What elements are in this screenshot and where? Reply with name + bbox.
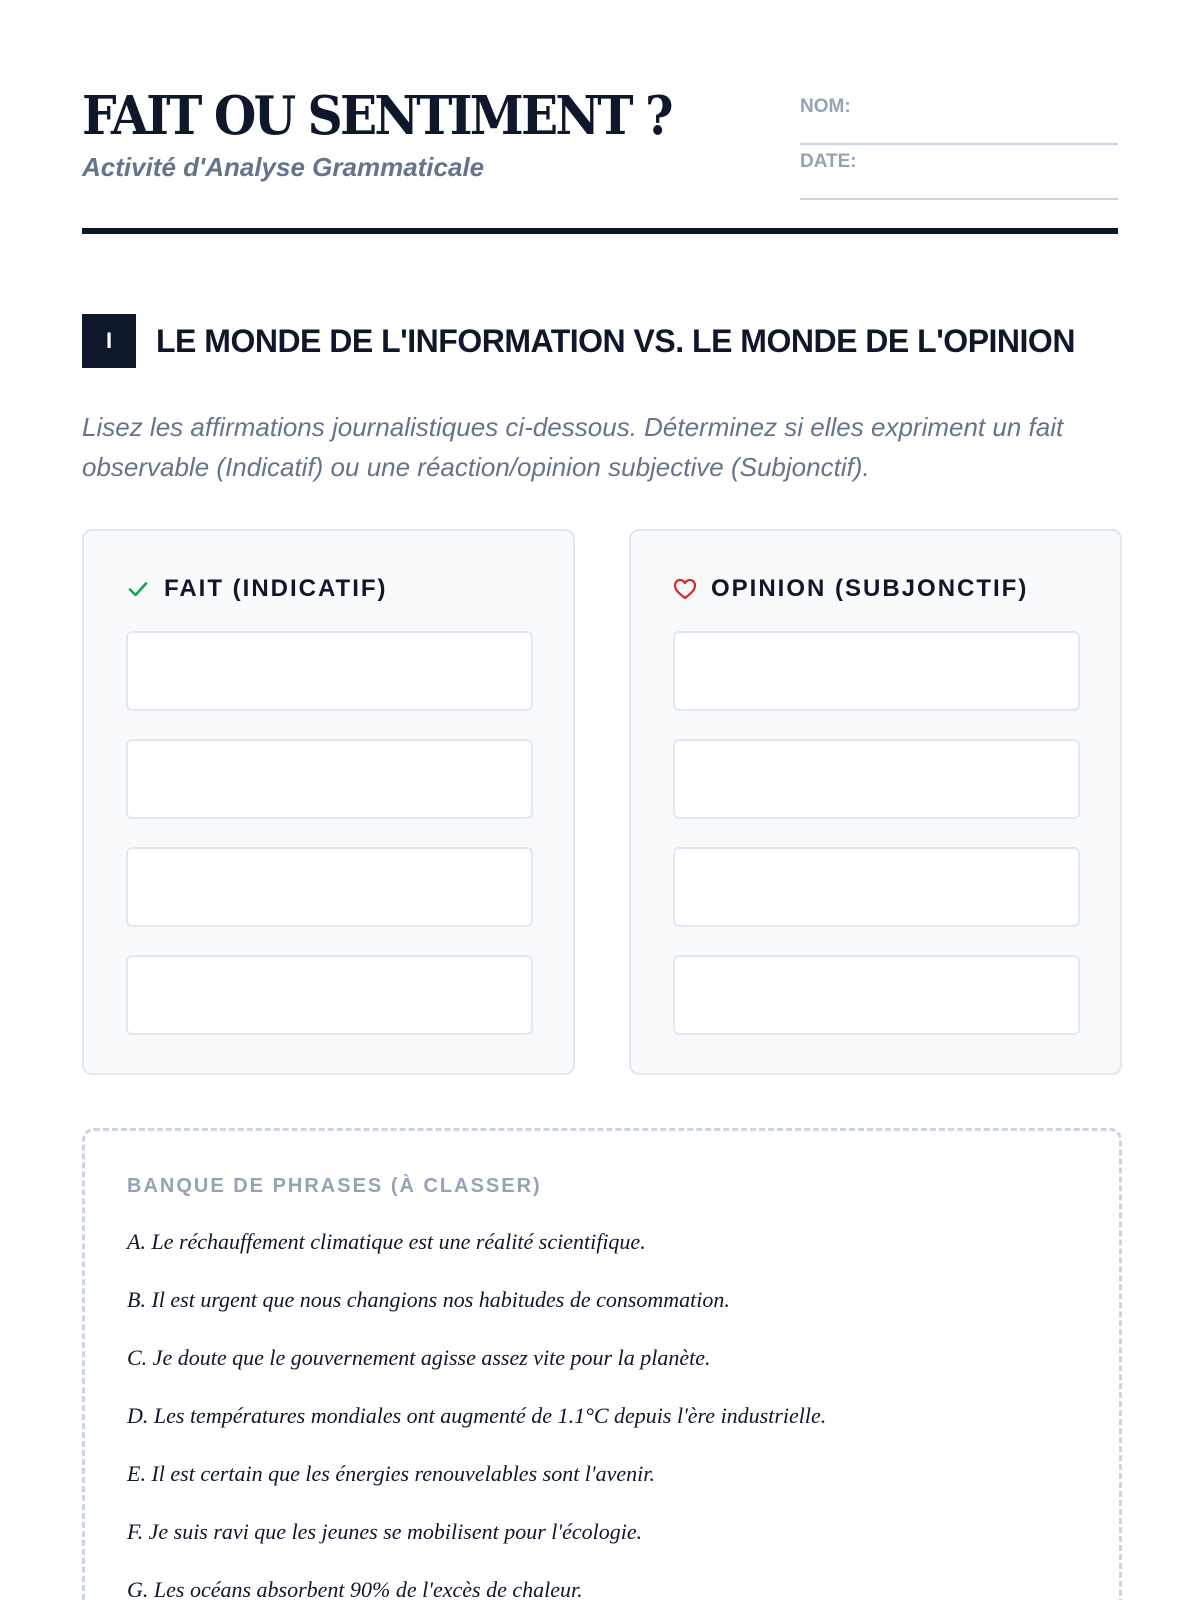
opinion-column-title: OPINION (SUBJONCTIF) [711, 575, 1029, 602]
date-label: DATE: [800, 151, 857, 172]
opinion-answer-slot[interactable] [673, 955, 1080, 1035]
sentence-bank-item: B. Il est urgent que nous changions nos habitudes de consommation. [127, 1287, 730, 1312]
sentence-bank-item: D. Les températures mondiales ont augmenté de 1.1°C depuis l'ère industrielle. [127, 1403, 827, 1428]
sentence-bank-item: G. Les océans absorbent 90% de l'excès de chaleur. [127, 1577, 583, 1600]
sentence-bank-item: C. Je doute que le gouvernement agisse assez vite pour la planète. [127, 1345, 711, 1370]
name-field[interactable] [800, 90, 1118, 145]
check-icon [126, 577, 150, 601]
worksheet-title: FAIT OU SENTIMENT ? [82, 85, 671, 147]
sentence-bank [82, 1128, 1122, 1600]
sentence-bank-item: F. Je suis ravi que les jeunes se mobilisent pour l'écologie. [127, 1519, 643, 1544]
fact-column-header [126, 575, 388, 603]
header-divider [82, 228, 1118, 234]
sentence-bank-title: BANQUE DE PHRASES (À CLASSER) [127, 1175, 542, 1197]
opinion-column-header [673, 575, 1028, 603]
fact-answer-slot[interactable] [126, 631, 533, 711]
date-field[interactable] [800, 145, 1118, 200]
opinion-answer-slot[interactable] [673, 739, 1080, 819]
sentence-bank-item: E. Il est certain que les énergies renouvelables sont l'avenir. [127, 1461, 655, 1486]
opinion-answer-slot[interactable] [673, 847, 1080, 927]
fact-answer-slot[interactable] [126, 739, 533, 819]
name-label: NOM: [800, 96, 851, 117]
section-title: LE MONDE DE L'INFORMATION VS. LE MONDE DE L'OPINION [156, 322, 1075, 359]
opinion-answer-slot[interactable] [673, 631, 1080, 711]
heart-icon [673, 577, 697, 601]
section-heading [82, 314, 1075, 368]
fact-answer-slot[interactable] [126, 847, 533, 927]
fact-answer-slot[interactable] [126, 955, 533, 1035]
fact-column [82, 529, 575, 1075]
student-info-fields [800, 90, 1118, 200]
section-number: I [82, 314, 136, 368]
opinion-column [629, 529, 1122, 1075]
instructions-text: Lisez les affirmations journalistiques ci-dessous. Déterminez si elles expriment un fait observable (Indicatif) ou une réaction/opinion subjective (Subjonctif). [82, 412, 1064, 482]
sentence-bank-item: A. Le réchauffement climatique est une réalité scientifique. [127, 1229, 646, 1254]
fact-column-title: FAIT (INDICATIF) [164, 575, 388, 602]
worksheet-header [82, 84, 1118, 234]
worksheet-subtitle: Activité d'Analyse Grammaticale [82, 152, 485, 182]
